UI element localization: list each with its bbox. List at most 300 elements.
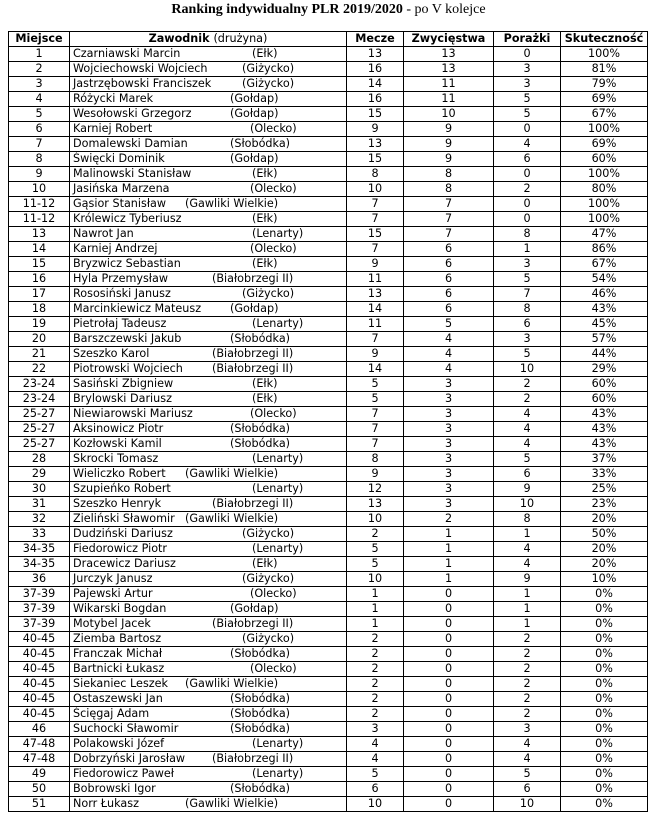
place-cell: 32 [9,512,70,527]
rate-cell: 0% [561,677,648,692]
player-name: Barszczewski Jakub [73,332,182,345]
place-cell: 29 [9,467,70,482]
place-cell: 28 [9,452,70,467]
wins-cell: 3 [404,377,494,392]
table-row [9,737,648,752]
player-name: Dudziński Dariusz [73,527,173,540]
player-cell [70,257,347,272]
table-row [9,407,648,422]
matches-cell: 9 [347,347,404,362]
player-name: Bartnicki Łukasz [73,662,165,675]
wins-cell: 3 [404,392,494,407]
place-cell: 25-27 [9,407,70,422]
table-row [9,242,648,257]
losses-cell: 5 [494,452,561,467]
place-cell: 7 [9,137,70,152]
table-row [9,722,648,737]
table-row [9,572,648,587]
place-cell: 33 [9,527,70,542]
losses-cell: 10 [494,362,561,377]
player-cell [70,782,347,797]
player-team: (Gołdap) [230,152,279,165]
wins-cell: 4 [404,347,494,362]
place-cell: 49 [9,767,70,782]
player-team: (Ełk) [252,377,278,390]
matches-cell: 1 [347,602,404,617]
place-cell: 30 [9,482,70,497]
place-cell: 37-39 [9,602,70,617]
table-row [9,527,648,542]
player-name: Dracewicz Dariusz [73,557,176,570]
losses-cell: 8 [494,227,561,242]
wins-cell: 2 [404,512,494,527]
player-cell [70,527,347,542]
wins-cell: 4 [404,362,494,377]
player-team: (Słobódka) [230,422,291,435]
rate-cell: 23% [561,497,648,512]
losses-cell: 2 [494,677,561,692]
wins-cell: 0 [404,662,494,677]
place-cell: 40-45 [9,692,70,707]
wins-cell: 0 [404,617,494,632]
place-cell: 4 [9,92,70,107]
player-team: (Giżycko) [242,287,295,300]
player-cell [70,482,347,497]
table-row [9,107,648,122]
place-cell: 46 [9,722,70,737]
rate-cell: 60% [561,152,648,167]
player-cell [70,167,347,182]
table-row [9,707,648,722]
rate-cell: 67% [561,107,648,122]
rate-cell: 25% [561,482,648,497]
player-name: Jurczyk Janusz [73,572,153,585]
player-name: Brylowski Dariusz [73,392,172,405]
place-cell: 21 [9,347,70,362]
player-name: Szupieńko Robert [73,482,171,495]
player-cell [70,572,347,587]
place-cell: 8 [9,152,70,167]
matches-cell: 9 [347,257,404,272]
player-team: (Białobrzegi II) [212,272,294,285]
player-name: Wesołowski Grzegorz [73,107,192,120]
player-cell [70,722,347,737]
rate-cell: 67% [561,257,648,272]
losses-cell: 2 [494,632,561,647]
wins-cell: 3 [404,452,494,467]
place-cell: 47-48 [9,752,70,767]
player-team: (Białobrzegi II) [212,617,294,630]
place-cell: 6 [9,122,70,137]
losses-cell: 3 [494,332,561,347]
rate-cell: 81% [561,62,648,77]
losses-cell: 8 [494,512,561,527]
player-cell [70,182,347,197]
player-name: Pajewski Artur [73,587,153,600]
wins-cell: 9 [404,152,494,167]
rate-cell: 100% [561,47,648,62]
table-row [9,377,648,392]
matches-cell: 7 [347,437,404,452]
header-wins: Zwycięstwa [404,32,494,47]
table-row [9,602,648,617]
rate-cell: 0% [561,767,648,782]
player-name: Ostaszewski Jan [73,692,163,705]
matches-cell: 10 [347,512,404,527]
player-cell [70,212,347,227]
table-row [9,92,648,107]
player-name: Królewicz Tyberiusz [73,212,182,225]
matches-cell: 14 [347,362,404,377]
player-name: Bryzwicz Sebastian [73,257,181,270]
table-row [9,62,648,77]
header-row [9,32,648,47]
player-team: (Białobrzegi II) [212,497,294,510]
place-cell: 1 [9,47,70,62]
player-name: Szeszko Henryk [73,497,162,510]
wins-cell: 8 [404,167,494,182]
wins-cell: 1 [404,542,494,557]
wins-cell: 6 [404,287,494,302]
player-team: (Słobódka) [230,707,291,720]
losses-cell: 6 [494,317,561,332]
table-row [9,467,648,482]
player-team: (Słobódka) [230,437,291,450]
header-player [70,32,347,47]
player-cell [70,752,347,767]
table-row [9,632,648,647]
rate-cell: 0% [561,692,648,707]
losses-cell: 4 [494,407,561,422]
matches-cell: 14 [347,77,404,92]
rate-cell: 0% [561,737,648,752]
player-name: Karniej Andrzej [73,242,158,255]
player-team: (Gawliki Wielkie) [185,467,279,480]
rate-cell: 10% [561,572,648,587]
losses-cell: 2 [494,692,561,707]
player-team: (Słobódka) [230,647,291,660]
rate-cell: 33% [561,467,648,482]
player-cell [70,662,347,677]
player-team: (Ełk) [252,212,278,225]
player-team: (Giżycko) [242,632,295,645]
matches-cell: 16 [347,92,404,107]
player-name: Wojciechowski Wojciech [73,62,208,75]
player-name: Szeszko Karol [73,347,150,360]
losses-cell: 6 [494,782,561,797]
wins-cell: 0 [404,722,494,737]
table-row [9,212,648,227]
player-name: Ścięgaj Adam [73,707,150,720]
table-row [9,512,648,527]
player-team: (Giżycko) [242,527,295,540]
wins-cell: 0 [404,707,494,722]
losses-cell: 5 [494,107,561,122]
matches-cell: 2 [347,662,404,677]
losses-cell: 4 [494,542,561,557]
player-team: (Lenarty) [252,317,304,330]
player-cell [70,542,347,557]
wins-cell: 6 [404,302,494,317]
table-row [9,122,648,137]
losses-cell: 6 [494,467,561,482]
table-row [9,287,648,302]
player-cell [70,152,347,167]
player-name: Nawrot Jan [73,227,134,240]
losses-cell: 0 [494,197,561,212]
player-name: Fiedorowicz Paweł [73,767,174,780]
rate-cell: 80% [561,182,648,197]
table-row [9,617,648,632]
place-cell: 51 [9,797,70,812]
rate-cell: 46% [561,287,648,302]
wins-cell: 0 [404,752,494,767]
player-cell [70,512,347,527]
player-team: (Gołdap) [230,107,279,120]
rate-cell: 0% [561,632,648,647]
player-name: Święcki Dominik [73,152,165,165]
losses-cell: 5 [494,272,561,287]
losses-cell: 1 [494,602,561,617]
player-name: Ziemba Bartosz [73,632,162,645]
place-cell: 5 [9,107,70,122]
rate-cell: 0% [561,647,648,662]
table-row [9,182,648,197]
ranking-table [8,31,648,812]
player-cell [70,362,347,377]
player-cell [70,452,347,467]
player-name: Dobrzyński Jarosław [73,752,186,765]
wins-cell: 1 [404,527,494,542]
player-name: Domalewski Damian [73,137,188,150]
rate-cell: 20% [561,557,648,572]
losses-cell: 3 [494,77,561,92]
wins-cell: 3 [404,437,494,452]
losses-cell: 4 [494,437,561,452]
header-place: Miejsce [9,32,70,47]
player-name: Polakowski Józef [73,737,165,750]
rate-cell: 29% [561,362,648,377]
place-cell: 34-35 [9,542,70,557]
rate-cell: 45% [561,317,648,332]
player-team: (Ełk) [252,257,278,270]
losses-cell: 0 [494,122,561,137]
wins-cell: 1 [404,572,494,587]
player-team: (Lenarty) [252,767,304,780]
place-cell: 37-39 [9,587,70,602]
place-cell: 34-35 [9,557,70,572]
title-main: Ranking indywidualny PLR 2019/2020 [171,2,403,17]
matches-cell: 13 [347,497,404,512]
rate-cell: 60% [561,392,648,407]
place-cell: 40-45 [9,677,70,692]
table-row [9,662,648,677]
matches-cell: 10 [347,797,404,812]
losses-cell: 2 [494,182,561,197]
matches-cell: 5 [347,557,404,572]
matches-cell: 2 [347,527,404,542]
place-cell: 22 [9,362,70,377]
place-cell: 11-12 [9,197,70,212]
player-team: (Olecko) [250,182,297,195]
player-cell [70,797,347,812]
rate-cell: 100% [561,197,648,212]
table-row [9,647,648,662]
table-row [9,347,648,362]
losses-cell: 1 [494,242,561,257]
losses-cell: 5 [494,767,561,782]
player-team: (Słobódka) [230,722,291,735]
matches-cell: 2 [347,707,404,722]
matches-cell: 7 [347,407,404,422]
losses-cell: 1 [494,587,561,602]
rate-cell: 0% [561,662,648,677]
wins-cell: 9 [404,122,494,137]
player-name: Aksinowicz Piotr [73,422,164,435]
matches-cell: 2 [347,647,404,662]
losses-cell: 1 [494,527,561,542]
rate-cell: 0% [561,752,648,767]
matches-cell: 7 [347,332,404,347]
rate-cell: 20% [561,542,648,557]
wins-cell: 8 [404,182,494,197]
losses-cell: 6 [494,152,561,167]
matches-cell: 7 [347,197,404,212]
matches-cell: 1 [347,587,404,602]
player-team: (Gawliki Wielkie) [185,797,279,810]
player-cell [70,227,347,242]
player-name: Marcinkiewicz Mateusz [73,302,202,315]
losses-cell: 0 [494,47,561,62]
losses-cell: 9 [494,572,561,587]
losses-cell: 3 [494,257,561,272]
player-team: (Gawliki Wielkie) [185,677,279,690]
rate-cell: 60% [561,377,648,392]
rate-cell: 100% [561,212,648,227]
matches-cell: 5 [347,377,404,392]
player-cell [70,617,347,632]
wins-cell: 7 [404,197,494,212]
rate-cell: 0% [561,797,648,812]
rate-cell: 57% [561,332,648,347]
place-cell: 15 [9,257,70,272]
matches-cell: 13 [347,137,404,152]
header-rate: Skuteczność [561,32,648,47]
matches-cell: 9 [347,122,404,137]
player-team: (Olecko) [250,122,297,135]
player-cell [70,302,347,317]
player-cell [70,332,347,347]
player-cell [70,242,347,257]
wins-cell: 3 [404,467,494,482]
wins-cell: 10 [404,107,494,122]
player-team: (Giżycko) [242,62,295,75]
player-team: (Gawliki Wielkie) [185,512,279,525]
matches-cell: 5 [347,392,404,407]
matches-cell: 7 [347,242,404,257]
losses-cell: 2 [494,647,561,662]
rate-cell: 100% [561,167,648,182]
place-cell: 40-45 [9,662,70,677]
wins-cell: 0 [404,587,494,602]
table-row [9,497,648,512]
rate-cell: 69% [561,92,648,107]
place-cell: 50 [9,782,70,797]
player-cell [70,77,347,92]
ranking-body [9,47,648,812]
rate-cell: 44% [561,347,648,362]
table-row [9,542,648,557]
place-cell: 36 [9,572,70,587]
wins-cell: 0 [404,602,494,617]
losses-cell: 5 [494,92,561,107]
player-name: Suchocki Sławomir [73,722,179,735]
losses-cell: 9 [494,482,561,497]
matches-cell: 14 [347,302,404,317]
place-cell: 16 [9,272,70,287]
table-row [9,437,648,452]
player-cell [70,107,347,122]
place-cell: 47-48 [9,737,70,752]
player-name: Norr Łukasz [73,797,139,810]
player-team: (Słobódka) [230,692,291,705]
place-cell: 3 [9,77,70,92]
wins-cell: 6 [404,242,494,257]
matches-cell: 3 [347,722,404,737]
wins-cell: 0 [404,647,494,662]
place-cell: 40-45 [9,647,70,662]
player-name: Różycki Marek [73,92,154,105]
player-name: Fiedorowicz Piotr [73,542,168,555]
wins-cell: 0 [404,677,494,692]
wins-cell: 0 [404,737,494,752]
table-row [9,167,648,182]
player-name: Gąsior Stanisław [73,197,167,210]
player-cell [70,137,347,152]
losses-cell: 2 [494,662,561,677]
place-cell: 13 [9,227,70,242]
table-row [9,392,648,407]
player-team: (Olecko) [250,662,297,675]
wins-cell: 9 [404,137,494,152]
place-cell: 20 [9,332,70,347]
player-cell [70,437,347,452]
player-cell [70,287,347,302]
losses-cell: 3 [494,62,561,77]
header-player-label: Zawodnik [148,32,210,45]
losses-cell: 4 [494,137,561,152]
losses-cell: 8 [494,302,561,317]
losses-cell: 2 [494,707,561,722]
wins-cell: 3 [404,422,494,437]
place-cell: 25-27 [9,437,70,452]
player-team: (Olecko) [250,587,297,600]
losses-cell: 1 [494,617,561,632]
player-name: Czarniawski Marcin [73,47,181,60]
header-matches: Mecze [347,32,404,47]
player-cell [70,692,347,707]
wins-cell: 11 [404,92,494,107]
place-cell: 2 [9,62,70,77]
matches-cell: 2 [347,632,404,647]
rate-cell: 43% [561,422,648,437]
table-row [9,77,648,92]
table-row [9,197,648,212]
wins-cell: 0 [404,767,494,782]
matches-cell: 10 [347,182,404,197]
table-row [9,677,648,692]
place-cell: 17 [9,287,70,302]
